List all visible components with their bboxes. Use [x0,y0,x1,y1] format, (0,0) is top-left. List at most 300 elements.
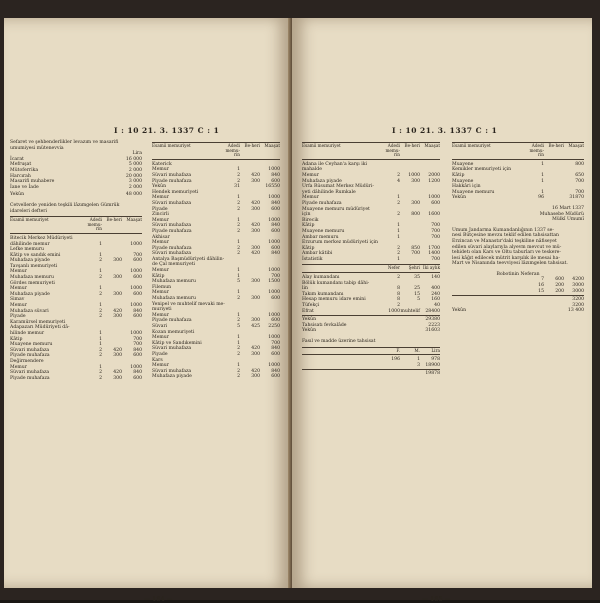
header-amount: Maaşat [568,143,584,148]
row-amount: 600 [271,296,280,302]
right-page [292,18,592,603]
row-amount: 600 [133,375,142,381]
row-amount: 2223 [428,322,440,328]
left-column-1 [10,140,142,381]
row-amount: 1000 [268,363,280,369]
row-count: 1 [237,167,240,173]
row-amount: 700 [271,273,280,279]
row-amount: 1000 [130,286,142,292]
row-label: Katerick [152,161,172,167]
row-rate: 800 [411,212,420,218]
right-column-1 [302,140,440,377]
row-label: Kâtip [10,336,23,342]
row-rate: 300 [113,314,122,320]
row-label [452,289,524,295]
row-rate: 200 [555,288,564,294]
row-amount: 3000 [572,288,584,294]
row-amount: 16 000 [125,156,142,162]
row-count: 2 [397,245,400,251]
row-amount: 840 [271,200,280,206]
row-label: Alay kumandanı [302,275,340,281]
row-rate: 35 [414,275,420,281]
row-amount: 160 [431,297,440,303]
row-rate: 300 [411,200,420,206]
table-header [152,142,280,160]
row-amount: 1000 [130,364,142,370]
row-label: de Çal memuriyeti [152,262,195,268]
row-count: 1 [237,217,240,223]
row-label: Memur [152,290,169,296]
total-row [452,308,584,314]
row-label: Memur [152,268,169,274]
row-label [302,363,380,369]
row-count: 1 [541,161,544,167]
row-amount: 1400 [428,251,440,257]
row-label: Erzurum merkez müdüriyeti için [302,240,378,246]
row-rate: 420 [113,370,122,376]
row-amount: 400 [431,286,440,292]
row-rate: 420 [251,223,260,229]
row-amount: 700 [431,234,440,240]
row-label: İstatistik [302,256,323,262]
row-label: Memur [152,167,169,173]
row-amount: 3200 [572,302,584,308]
row-count: 1 [99,303,102,309]
row-rate: 300 [251,318,260,324]
row-label: Süvari muhafaza [152,200,192,206]
row-label: Memur [302,195,319,201]
row-count: 2 [99,258,102,264]
row-label: Muhafaza piyade [152,374,192,380]
row-amount: 1000 [130,269,142,275]
row-count: 2 [237,200,240,206]
row-amount: 1000 [130,303,142,309]
row-amount: 1000 [268,290,280,296]
row-amount: 140 [431,275,440,281]
row-amount: 600 [271,206,280,212]
row-count: 1 [99,286,102,292]
row-amount: 840 [271,368,280,374]
table-row [302,257,440,263]
row-amount: 840 [133,347,142,353]
row-amount: 600 [271,374,280,380]
row-label: dâhilinde memur [10,241,50,247]
row-amount: 700 [431,256,440,262]
row-amount: 1000 [428,195,440,201]
row-count: 96 [538,195,544,201]
row-label: Süvari muhafaza [152,251,192,257]
row-count: 1 [99,331,102,336]
row-amount: 1500 [268,279,280,285]
row-count: 2 [237,178,240,184]
right-header: I : 10 21. 3. 1337 C : 1 [392,126,498,135]
row-amount: 600 [271,178,280,184]
row-count: 2 [397,200,400,206]
row-label: Kâtip ve sandık emini [10,252,61,258]
section-title [10,203,142,214]
row-amount: 19878 [425,371,440,377]
row-rate [400,328,420,334]
header-amount: Maaşat [126,217,142,223]
row-label: Muhafaza piyade [10,291,50,297]
row-amount: 240 [431,291,440,297]
row-amount: 1600 [428,212,440,218]
row-amount: 700 [431,223,440,229]
text-line: Sefaret ve şehbenderlikler levazım ve masarifi [10,140,119,145]
row-label: Piyade muhafaza [152,318,192,324]
row-label: Piyade [152,206,168,212]
row-label: Yekûn [302,328,317,334]
text-line: idareleri defteri [10,208,47,214]
row-rate: 5 [417,297,420,303]
row-amount: 2250 [268,324,280,329]
row-count: 8 [397,297,400,303]
row-amount: 600 [133,275,142,281]
row-rate: 420 [251,172,260,178]
row-rate: 15 [414,291,420,297]
header-rate: Şehri [408,265,420,271]
row-label: Lefke memuru [10,247,44,253]
table-header [10,216,142,234]
row-amount: 1200 [428,178,440,184]
row-count: 2 [237,172,240,178]
row-label: Birecik [302,217,319,223]
table-header [302,347,440,356]
row-count: 2 [99,375,102,381]
row-count: 1 [237,335,240,341]
row-label: Memur [10,269,27,275]
row-count: 2 [99,275,102,281]
row-count: 2 [237,318,240,324]
row-rate: 1 [417,357,420,363]
row-count: 1 [237,290,240,296]
row-count: 2 [99,291,102,297]
row-amount: 1000 [268,335,280,341]
row-label: Kemikler memuriyeti için [452,167,512,173]
row-amount: 2 000 [128,167,142,173]
row-label: Muhafaza memuru [152,279,196,285]
row-label: Değirmendere [10,358,44,364]
row-rate: 300 [411,178,420,184]
row-label: Yekûn [10,192,25,198]
header-label [302,349,380,354]
row-label: Süvari muhafaza [10,370,50,376]
row-count: 8 [397,291,400,297]
row-count: 1 [99,342,102,348]
row-rate: 300 [251,228,260,234]
row-label: Kâtip [302,245,315,251]
expense-total [10,192,142,198]
row-label: Süvari muhafaza [10,347,50,353]
row-label: Yekûn [452,308,467,314]
row-label: Kâtip [302,223,315,229]
row-label: Memur [152,312,169,318]
row-rate [400,371,420,377]
row-count: 2 [99,314,102,320]
row-label: Muhafaza piyade [10,258,50,264]
row-label: Yekûn [452,195,467,201]
row-amount: 800 [575,161,584,167]
row-count: 1 [99,364,102,370]
row-count: 1 [397,228,400,234]
row-rate: muhtelif [400,308,420,314]
header-rate: Be-heri [244,143,260,148]
left-header: I : 10 21. 3. 1337 C : 1 [114,126,220,135]
row-label: Karamürsel memuriyeti [10,319,66,325]
row-amount: 600 [271,245,280,251]
row-label: Mütoferrika [10,167,39,173]
row-amount: 840 [271,251,280,257]
row-count: 2 [397,303,400,309]
row-label: Piyade [10,314,26,320]
header-count: Adedi memu-rin [87,217,102,232]
row-label: Yekûn [152,184,167,190]
row-count: 31 [234,184,240,190]
row-rate: 300 [251,245,260,251]
row-rate: 420 [113,347,122,353]
row-amount: 600 [133,258,142,264]
row-count: 2 [397,212,400,218]
row-amount: 5 000 [128,162,142,168]
row-count: 1 [541,178,544,184]
row-amount: 700 [575,178,584,184]
row-label: hilinde memur [10,331,45,336]
table-row [302,363,440,369]
row-rate: 300 [251,374,260,380]
row-count: 1 [541,172,544,178]
row-label: Memur [152,335,169,341]
row-rate: 420 [251,200,260,206]
row-label: Urfa Rüsumat Merkez Müdüri- [302,184,374,190]
row-count: 1 [237,363,240,369]
row-amount: 1000 [268,195,280,201]
header-count: F. [396,347,400,353]
table-header [302,142,440,160]
header-rate: Be-heri [548,143,564,148]
row-count [380,363,400,369]
row-count: 2 [99,353,102,359]
rule [452,295,584,296]
row-rate: 420 [251,368,260,374]
row-count [380,328,400,334]
row-count: 15 [538,288,544,294]
allocation-title: Fasıl ve madde üzerine tahsisat [302,339,376,344]
row-label: Hendek memuriyeti [152,189,199,195]
row-label: mahalde [302,167,322,173]
row-label: Piyade muhafaza [152,178,192,184]
row-rate: 25 [414,286,420,292]
date-line: 16 Mart 1337 [552,205,584,211]
row-amount: 840 [133,308,142,314]
header-amount: Maaşat [264,143,280,148]
row-label: Muayene memuru müdüriyet [302,206,370,212]
row-count: 1 [237,312,240,318]
row-amount: 1000 [268,268,280,274]
table-header [302,264,440,273]
row-label: Ambar memuru [302,234,339,240]
row-amount: 2000 [428,172,440,178]
section-title [10,140,142,151]
row-amount: 700 [133,336,142,342]
row-amount: 840 [271,223,280,229]
row-amount: 3200 [572,297,584,303]
row-label: Tahsisatı fevkalâde [302,322,347,328]
row-rate: 300 [251,279,260,285]
row-label: Muayene memuru [452,189,495,195]
row-label: Piyade [152,351,168,357]
table-row [10,376,142,382]
row-label: Kâtip [152,273,165,279]
row-label [302,371,380,377]
row-rate: 850 [411,245,420,251]
text-line: umumiyesi mütenevvia [10,145,64,151]
row-amount: 600 [271,318,280,324]
row-label: Piyade muhafaza [10,353,50,359]
row-rate: 300 [113,258,122,264]
row-label: Muhafaza piyade [302,178,342,184]
row-count: 2 [237,346,240,352]
row-rate: 300 [251,296,260,302]
row-count: 2 [99,370,102,376]
row-label: Muhafaza memuru [152,296,196,302]
row-label: Efrat [302,308,314,314]
row-count: 2 [237,251,240,257]
row-label: Adana ile Ceyhan'a karşı iki [302,161,367,167]
row-count: 2 [237,206,240,212]
row-count: 1 [99,241,102,247]
right-page-number: — 185 — [422,596,451,603]
row-label: Memur [10,303,27,309]
row-label: Adapazarı Müdüriyeti dâ- [10,325,70,331]
row-label: Muayene memuru [302,228,345,234]
row-amount: 1000 [130,241,142,247]
row-rate [544,308,564,314]
header-rate: Be-heri [106,217,122,223]
row-label: Bölük kumandanı tabip dâhi- [302,280,370,286]
row-amount: 600 [133,314,142,320]
row-label: Gördes memuriyeti [10,280,55,286]
table-row [152,374,280,380]
row-amount: 840 [271,346,280,352]
row-amount: 1000 [268,217,280,223]
row-label: Tüfekçi [302,303,320,309]
row-amount: 1700 [428,245,440,251]
right-column-2 [452,140,584,314]
row-label: Süvari muhafaza [152,368,192,374]
table-header [452,142,584,160]
header-label: Esamii memuriyet [152,143,191,148]
row-label: Kozan memuriyeti [152,329,195,335]
row-rate: 420 [251,346,260,352]
row-amount: 48 000 [125,192,142,198]
text-line: Erzincan ve Manastır'daki teşkiline nâfiseyet [452,238,557,244]
row-rate: 300 [251,206,260,212]
row-count: 1 [99,269,102,275]
header-count: Adedi memu-rin [385,143,400,158]
row-amount: 600 [431,200,440,206]
header-amount: İki aylık [423,265,440,271]
row-label: Memur [10,286,27,292]
row-amount: 600 [271,228,280,234]
row-amount: 3000 [572,283,584,289]
row-amount: 840 [271,172,280,178]
row-count: 2 [237,374,240,380]
row-amount: 700 [575,189,584,195]
row-rate: 300 [251,351,260,357]
row-label: Hesap memuru idare emini [302,297,366,303]
header-amount: Maaşat [424,143,440,148]
table-row [452,195,584,201]
row-count: 2 [99,347,102,353]
row-count: 1 [397,195,400,201]
row-count: 1 [237,195,240,201]
row-count: 2 [237,228,240,234]
signature-line: Mülkî Umumî [552,217,584,223]
row-count: 1 [237,340,240,346]
row-label: Kâtip [452,172,465,178]
row-count: 2 [397,275,400,281]
row-amount: 840 [133,370,142,376]
row-amount: 16550 [265,184,280,190]
row-count: 1 [237,268,240,274]
row-label: Piyade muhafaza [152,245,192,251]
row-label: Akhisar [152,234,170,240]
row-count: 2 [237,351,240,357]
row-count: 7 [541,277,544,283]
row-amount: 700 [133,252,142,258]
row-count: 1 [237,273,240,279]
text-line: tehidetı olan Kars ve Oltu taburları ve teskere- [452,250,561,256]
row-amount: 18900 [425,362,440,368]
row-label: Piyade muhafaza [152,228,192,234]
row-rate: 300 [113,353,122,359]
row-count: 1 [397,234,400,240]
header-amount: Lira [431,347,440,353]
left-page-number: — 184 — [144,596,173,603]
paragraph [452,228,584,267]
row-label: Memur [152,240,169,246]
table-row [452,289,584,295]
row-count: 1 [237,240,240,246]
row-amount: 1000 [268,240,280,246]
row-label: Muhafaza süvari [10,308,49,314]
row-amount: 700 [431,228,440,234]
row-rate: 200 [555,283,564,289]
header-rate: M. [414,347,420,353]
row-count: 2 [237,368,240,374]
row-label: Muayene [452,178,474,184]
row-rate: 420 [251,251,260,257]
row-amount: 31870 [569,195,584,201]
row-count: 2 [237,245,240,251]
table-row [302,309,440,315]
row-amount: 3 000 [128,179,142,185]
row-count: 1 [99,252,102,258]
row-rate: 425 [251,324,260,329]
row-amount: 600 [133,291,142,297]
row-amount: 1000 [268,312,280,318]
row-label: için [302,212,311,218]
row-count: 5 [237,324,240,329]
row-label: Muhafaza memuru [10,275,54,281]
row-label: İane ve İade [10,184,39,190]
row-label: Zincirli [152,212,169,218]
row-amount: 978 [431,357,440,363]
left-page [4,18,290,603]
row-label: Piyade muhafaza [10,375,50,381]
row-label: muriyeti [152,307,172,313]
row-rate: 3 [417,362,420,368]
